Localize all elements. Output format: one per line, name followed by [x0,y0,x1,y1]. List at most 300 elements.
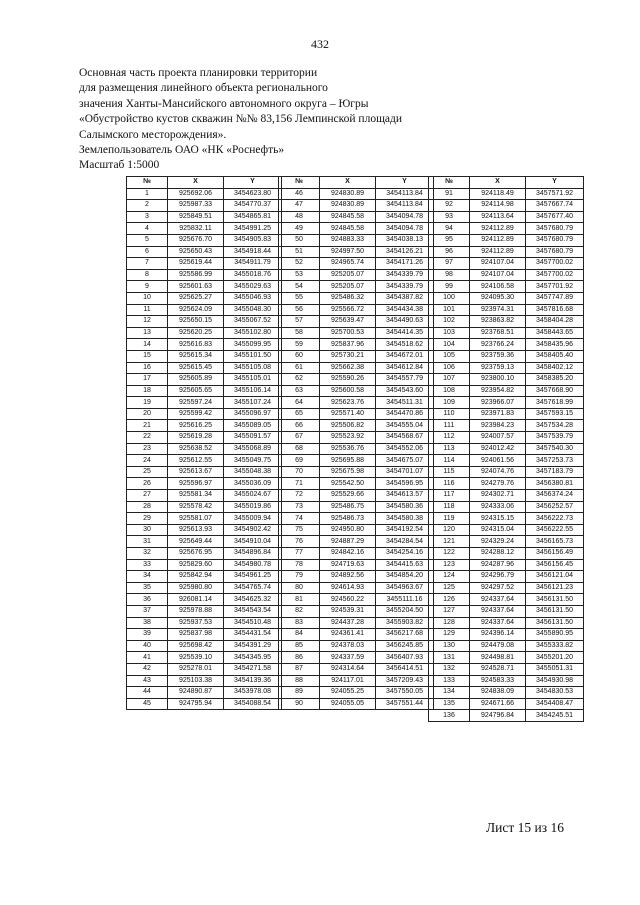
point-number-cell: 67 [279,432,320,444]
table-header-row [127,177,282,189]
table-row [429,710,584,722]
x-coordinate-cell: 925829.60 [168,559,224,571]
x-coordinate-cell: 924112.89 [470,246,526,258]
y-coordinate-cell: 3454094.78 [376,223,434,235]
x-coordinate-cell: 924007.57 [470,432,526,444]
x-coordinate-cell: 924114.98 [470,200,526,212]
table-row [279,536,434,548]
point-number-cell: 81 [279,594,320,606]
y-coordinate-cell: 3456407.93 [376,652,434,664]
x-coordinate-cell: 924795.94 [168,698,224,710]
x-coordinate-cell: 924796.84 [470,710,526,722]
x-coordinate-cell: 923971.83 [470,408,526,420]
x-coordinate-cell: 924117.01 [320,675,376,687]
point-number-cell: 9 [127,281,168,293]
y-coordinate-cell: 3453978.08 [224,687,282,699]
x-coordinate-cell: 924337.64 [470,594,526,606]
point-number-cell: 97 [429,258,470,270]
table-row [127,223,282,235]
y-coordinate-cell: 3457747.89 [526,292,584,304]
x-coordinate-cell: 925586.99 [168,269,224,281]
point-number-cell: 48 [279,211,320,223]
x-coordinate-cell: 924055.05 [320,698,376,710]
x-coordinate-cell: 924296.79 [470,571,526,583]
point-number-cell: 95 [429,234,470,246]
table-row [279,339,434,351]
x-coordinate-cell: 924112.89 [470,234,526,246]
x-coordinate-cell: 924288.12 [470,548,526,560]
point-number-cell: 105 [429,350,470,362]
point-number-cell: 61 [279,362,320,374]
x-coordinate-cell: 924997.50 [320,246,376,258]
table-row [127,374,282,386]
x-coordinate-cell: 925615.34 [168,350,224,362]
column-header: № [127,177,168,189]
table-row [279,687,434,699]
table-row [429,269,584,281]
y-coordinate-cell: 3454623.80 [224,188,282,200]
x-coordinate-cell: 925625.27 [168,292,224,304]
point-number-cell: 107 [429,374,470,386]
y-coordinate-cell: 3456252.57 [526,501,584,513]
x-coordinate-cell: 924498.81 [470,652,526,664]
x-coordinate-cell: 923766.24 [470,339,526,351]
point-number-cell: 18 [127,385,168,397]
point-number-cell: 73 [279,501,320,513]
table-row [429,327,584,339]
y-coordinate-cell: 3456131.50 [526,605,584,617]
point-number-cell: 114 [429,455,470,467]
y-coordinate-cell: 3454415.63 [376,559,434,571]
y-coordinate-cell: 3455101.50 [224,350,282,362]
x-coordinate-cell: 924337.64 [470,605,526,617]
point-number-cell: 36 [127,594,168,606]
x-coordinate-cell: 923966.07 [470,397,526,409]
y-coordinate-cell: 3454490.63 [376,316,434,328]
y-coordinate-cell: 3456414.51 [376,663,434,675]
table-row [279,652,434,664]
y-coordinate-cell: 3455024.67 [224,490,282,502]
y-coordinate-cell: 3454113.84 [376,188,434,200]
point-number-cell: 98 [429,269,470,281]
x-coordinate-cell: 924890.87 [168,687,224,699]
table-row [429,675,584,687]
point-number-cell: 13 [127,327,168,339]
x-coordinate-cell: 925620.25 [168,327,224,339]
point-number-cell: 20 [127,408,168,420]
x-coordinate-cell: 924012.42 [470,443,526,455]
point-number-cell: 103 [429,327,470,339]
table-row [429,223,584,235]
point-number-cell: 87 [279,663,320,675]
point-number-cell: 10 [127,292,168,304]
table-row [127,675,282,687]
point-number-cell: 71 [279,478,320,490]
x-coordinate-cell: 925605.65 [168,385,224,397]
point-number-cell: 6 [127,246,168,258]
table-row [429,211,584,223]
point-number-cell: 29 [127,513,168,525]
x-coordinate-cell: 925695.88 [320,455,376,467]
x-coordinate-cell: 924107.04 [470,269,526,281]
y-coordinate-cell: 3455333.82 [526,640,584,652]
column-header: Y [376,177,434,189]
y-coordinate-cell: 3454139.36 [224,675,282,687]
y-coordinate-cell: 3454543.54 [224,605,282,617]
table-row [279,582,434,594]
column-header: Y [224,177,282,189]
x-coordinate-cell: 923984.23 [470,420,526,432]
table-row [429,234,584,246]
x-coordinate-cell: 924583.33 [470,675,526,687]
table-row [279,316,434,328]
y-coordinate-cell: 3454896.84 [224,548,282,560]
point-number-cell: 85 [279,640,320,652]
column-header: Y [526,177,584,189]
column-header: № [279,177,320,189]
y-coordinate-cell: 3454245.51 [526,710,584,722]
y-coordinate-cell: 3454902.42 [224,524,282,536]
y-coordinate-cell: 3454854.20 [376,571,434,583]
y-coordinate-cell: 3457534.28 [526,420,584,432]
x-coordinate-cell: 923759.13 [470,362,526,374]
point-number-cell: 11 [127,304,168,316]
point-number-cell: 125 [429,582,470,594]
x-coordinate-cell: 924113.64 [470,211,526,223]
table-row [127,548,282,560]
point-number-cell: 80 [279,582,320,594]
table-row [127,594,282,606]
y-coordinate-cell: 3455048.38 [224,466,282,478]
table-row [429,663,584,675]
y-coordinate-cell: 3456121.04 [526,571,584,583]
table-row [279,327,434,339]
table-row [429,536,584,548]
x-coordinate-cell: 925837.98 [168,629,224,641]
y-coordinate-cell: 3455107.24 [224,397,282,409]
y-coordinate-cell: 3454192.54 [376,524,434,536]
y-coordinate-cell: 3458404.28 [526,316,584,328]
y-coordinate-cell: 3454339.79 [376,281,434,293]
table-row [429,385,584,397]
table-row [127,420,282,432]
x-coordinate-cell: 925613.67 [168,466,224,478]
point-number-cell: 126 [429,594,470,606]
point-number-cell: 3 [127,211,168,223]
x-coordinate-cell: 924830.89 [320,200,376,212]
table-row [429,490,584,502]
table-row [429,501,584,513]
x-coordinate-cell: 924378.03 [320,640,376,652]
x-coordinate-cell: 924329.24 [470,536,526,548]
y-coordinate-cell: 3454961.25 [224,571,282,583]
y-coordinate-cell: 3454552.06 [376,443,434,455]
column-header: X [320,177,376,189]
x-coordinate-cell: 925650.43 [168,246,224,258]
point-number-cell: 44 [127,687,168,699]
x-coordinate-cell: 924302.71 [470,490,526,502]
table-row [127,490,282,502]
table-row [279,513,434,525]
y-coordinate-cell: 3454830.53 [526,687,584,699]
y-coordinate-cell: 3456222.55 [526,524,584,536]
point-number-cell: 113 [429,443,470,455]
table-row [429,408,584,420]
x-coordinate-cell: 925103.38 [168,675,224,687]
table-row [429,559,584,571]
x-coordinate-cell: 925616.25 [168,420,224,432]
x-coordinate-cell: 925624.09 [168,304,224,316]
x-coordinate-cell: 924333.06 [470,501,526,513]
x-coordinate-cell: 925590.26 [320,374,376,386]
column-header: X [470,177,526,189]
y-coordinate-cell: 3454434.38 [376,304,434,316]
y-coordinate-cell: 3454911.79 [224,258,282,270]
point-number-cell: 65 [279,408,320,420]
table-row [429,292,584,304]
x-coordinate-cell: 925523.92 [320,432,376,444]
point-number-cell: 35 [127,582,168,594]
table-row [127,350,282,362]
x-coordinate-cell: 925205.07 [320,269,376,281]
table-row [429,246,584,258]
point-number-cell: 91 [429,188,470,200]
table-row [279,234,434,246]
table-row [279,432,434,444]
table-row [429,594,584,606]
point-number-cell: 122 [429,548,470,560]
y-coordinate-cell: 3454557.79 [376,374,434,386]
table-row [127,246,282,258]
y-coordinate-cell: 3454701.07 [376,466,434,478]
y-coordinate-cell: 3454580.38 [376,513,434,525]
y-coordinate-cell: 3454613.57 [376,490,434,502]
table-row [429,316,584,328]
x-coordinate-cell: 925623.76 [320,397,376,409]
x-coordinate-cell: 924539.31 [320,605,376,617]
x-coordinate-cell: 925619.28 [168,432,224,444]
point-number-cell: 133 [429,675,470,687]
point-number-cell: 38 [127,617,168,629]
point-number-cell: 109 [429,397,470,409]
table-row [127,582,282,594]
column-header: № [429,177,470,189]
point-number-cell: 22 [127,432,168,444]
y-coordinate-cell: 3454930.98 [526,675,584,687]
point-number-cell: 16 [127,362,168,374]
table-row [429,304,584,316]
y-coordinate-cell: 3456245.85 [376,640,434,652]
point-number-cell: 99 [429,281,470,293]
table-row [127,571,282,583]
table-row [127,188,282,200]
table-row [127,385,282,397]
x-coordinate-cell: 924845.58 [320,223,376,235]
point-number-cell: 70 [279,466,320,478]
x-coordinate-cell: 924479.08 [470,640,526,652]
x-coordinate-cell: 925581.34 [168,490,224,502]
x-coordinate-cell: 924830.89 [320,188,376,200]
x-coordinate-cell: 924095.30 [470,292,526,304]
point-number-cell: 129 [429,629,470,641]
point-number-cell: 17 [127,374,168,386]
point-number-cell: 64 [279,397,320,409]
table-row [279,629,434,641]
table-row [279,408,434,420]
x-coordinate-cell: 925616.83 [168,339,224,351]
x-coordinate-cell: 925506.82 [320,420,376,432]
y-coordinate-cell: 3455091.57 [224,432,282,444]
sheet-footer: Лист 15 из 16 [486,820,564,835]
table-row [279,281,434,293]
x-coordinate-cell: 924106.58 [470,281,526,293]
y-coordinate-cell: 3454345.95 [224,652,282,664]
table-row [429,571,584,583]
y-coordinate-cell: 3455019.86 [224,501,282,513]
table-row [127,501,282,513]
point-number-cell: 75 [279,524,320,536]
x-coordinate-cell: 924965.74 [320,258,376,270]
x-coordinate-cell: 925529.66 [320,490,376,502]
x-coordinate-cell: 925566.72 [320,304,376,316]
y-coordinate-cell: 3455105.01 [224,374,282,386]
point-number-cell: 117 [429,490,470,502]
table-row [279,443,434,455]
y-coordinate-cell: 3454991.25 [224,223,282,235]
table-row [127,304,282,316]
y-coordinate-cell: 3457701.92 [526,281,584,293]
x-coordinate-cell: 925832.11 [168,223,224,235]
table-row [127,443,282,455]
point-number-cell: 89 [279,687,320,699]
point-number-cell: 77 [279,548,320,560]
x-coordinate-cell: 924055.25 [320,687,376,699]
table-row [279,466,434,478]
table-row [279,269,434,281]
point-number-cell: 94 [429,223,470,235]
table-row [127,559,282,571]
point-number-cell: 34 [127,571,168,583]
point-number-cell: 1 [127,188,168,200]
y-coordinate-cell: 3457680.79 [526,223,584,235]
column-header: X [168,177,224,189]
x-coordinate-cell: 925486.75 [320,501,376,513]
x-coordinate-cell: 924883.33 [320,234,376,246]
y-coordinate-cell: 3454555.04 [376,420,434,432]
table-row [127,640,282,652]
x-coordinate-cell: 925675.98 [320,466,376,478]
x-coordinate-cell: 924842.16 [320,548,376,560]
x-coordinate-cell: 925842.94 [168,571,224,583]
y-coordinate-cell: 3454284.54 [376,536,434,548]
table-row [279,675,434,687]
y-coordinate-cell: 3456165.73 [526,536,584,548]
y-coordinate-cell: 3457183.79 [526,466,584,478]
point-number-cell: 110 [429,408,470,420]
x-coordinate-cell: 925597.24 [168,397,224,409]
table-row [279,640,434,652]
x-coordinate-cell: 925601.63 [168,281,224,293]
table-row [429,548,584,560]
table-row [279,200,434,212]
table-row [429,513,584,525]
table-row [429,652,584,664]
table-row [127,663,282,675]
x-coordinate-cell: 925837.96 [320,339,376,351]
table-row [279,223,434,235]
table-row [279,571,434,583]
y-coordinate-cell: 3455111.16 [376,594,434,606]
x-coordinate-cell: 923974.31 [470,304,526,316]
point-number-cell: 49 [279,223,320,235]
table-row [127,605,282,617]
x-coordinate-cell: 924337.59 [320,652,376,664]
table-row [279,490,434,502]
table-row [279,663,434,675]
y-coordinate-cell: 3456156.45 [526,559,584,571]
y-coordinate-cell: 3456222.73 [526,513,584,525]
y-coordinate-cell: 3456131.50 [526,617,584,629]
point-number-cell: 72 [279,490,320,502]
point-number-cell: 32 [127,548,168,560]
y-coordinate-cell: 3457540.30 [526,443,584,455]
x-coordinate-cell: 925612.55 [168,455,224,467]
x-coordinate-cell: 924361.41 [320,629,376,641]
point-number-cell: 59 [279,339,320,351]
y-coordinate-cell: 3457700.02 [526,269,584,281]
point-number-cell: 50 [279,234,320,246]
x-coordinate-cell: 924287.96 [470,559,526,571]
y-coordinate-cell: 3457618.99 [526,397,584,409]
title-line: Основная часть проекта планировки территории [79,67,318,79]
point-number-cell: 37 [127,605,168,617]
y-coordinate-cell: 3455105.08 [224,362,282,374]
point-number-cell: 123 [429,559,470,571]
x-coordinate-cell: 925639.47 [320,316,376,328]
point-number-cell: 74 [279,513,320,525]
y-coordinate-cell: 3454518.62 [376,339,434,351]
y-coordinate-cell: 3457551.44 [376,698,434,710]
table-row [279,501,434,513]
x-coordinate-cell: 924112.89 [470,223,526,235]
table-row [127,362,282,374]
point-number-cell: 86 [279,652,320,664]
point-number-cell: 24 [127,455,168,467]
table-row [127,200,282,212]
table-row [279,605,434,617]
x-coordinate-cell: 924437.28 [320,617,376,629]
point-number-cell: 90 [279,698,320,710]
x-coordinate-cell: 925605.89 [168,374,224,386]
table-row [127,536,282,548]
x-coordinate-cell: 925650.15 [168,316,224,328]
y-coordinate-cell: 3455089.05 [224,420,282,432]
y-coordinate-cell: 3455096.97 [224,408,282,420]
table-row [429,258,584,270]
table-row [279,594,434,606]
table-row [127,316,282,328]
y-coordinate-cell: 3454675.07 [376,455,434,467]
table-row [127,327,282,339]
point-number-cell: 112 [429,432,470,444]
x-coordinate-cell: 925662.38 [320,362,376,374]
point-number-cell: 15 [127,350,168,362]
table-row [429,617,584,629]
x-coordinate-cell: 923954.82 [470,385,526,397]
point-number-cell: 69 [279,455,320,467]
y-coordinate-cell: 3454963.67 [376,582,434,594]
y-coordinate-cell: 3455036.09 [224,478,282,490]
